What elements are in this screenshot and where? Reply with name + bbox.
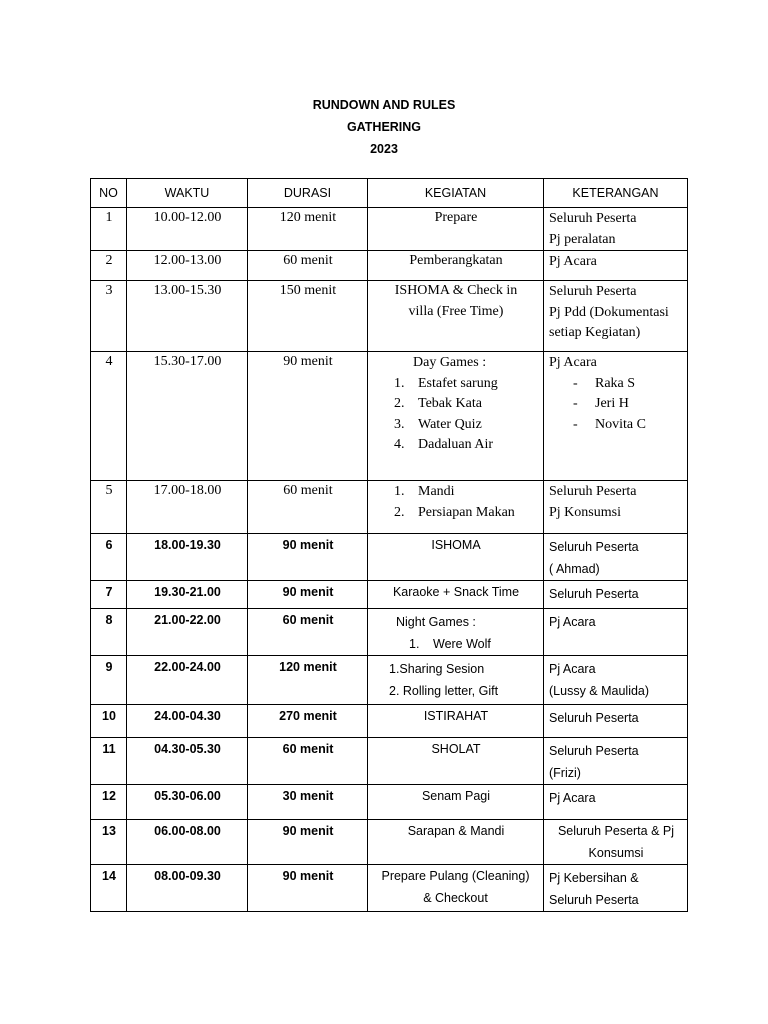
table-row — [91, 705, 688, 738]
table-row — [91, 208, 688, 251]
cell-kegiatan: Prepare — [368, 208, 544, 251]
cell-durasi: 90 menit — [248, 352, 368, 481]
cell-no: 1 — [91, 208, 127, 251]
cell-keterangan: Pj Acara - Raka S - Jeri H - Novita C — [544, 352, 688, 481]
cell-kegiatan: Sarapan & Mandi — [368, 820, 544, 865]
table-header-row — [91, 179, 688, 208]
cell-keterangan: Pj Acara (Lussy & Maulida) — [544, 656, 688, 705]
cell-kegiatan: SHOLAT — [368, 738, 544, 785]
cell-keterangan: Seluruh Peserta & Pj Konsumsi — [544, 820, 688, 865]
cell-durasi: 60 menit — [248, 609, 368, 656]
cell-waktu: 17.00-18.00 — [127, 481, 248, 534]
cell-keterangan: Seluruh Peserta (Frizi) — [544, 738, 688, 785]
cell-no: 11 — [91, 738, 127, 785]
title-line-2: GATHERING — [346, 120, 422, 134]
cell-no: 4 — [91, 352, 127, 481]
pj-acara-list — [549, 374, 683, 436]
cell-kegiatan: 1.Sharing Sesion 2. Rolling letter, Gift — [368, 656, 544, 705]
cell-waktu: 05.30-06.00 — [127, 785, 248, 820]
table-row — [91, 820, 688, 865]
cell-keterangan: Seluruh Peserta Pj peralatan — [544, 208, 688, 251]
cell-waktu: 13.00-15.30 — [127, 281, 248, 352]
cell-durasi: 90 menit — [248, 865, 368, 912]
table-row — [91, 609, 688, 656]
cell-no: 8 — [91, 609, 127, 656]
cell-durasi: 90 menit — [248, 534, 368, 581]
cell-waktu: 15.30-17.00 — [127, 352, 248, 481]
cell-keterangan: Seluruh Peserta Pj Konsumsi — [544, 481, 688, 534]
title-line-3: 2023 — [370, 142, 398, 156]
cell-waktu: 12.00-13.00 — [127, 251, 248, 281]
cell-kegiatan: ISHOMA — [368, 534, 544, 581]
night-games-list — [373, 633, 539, 655]
cell-waktu: 10.00-12.00 — [127, 208, 248, 251]
list-item: 4. Dadaluan Air — [394, 437, 494, 452]
cell-durasi: 90 menit — [248, 581, 368, 609]
title-line-1: RUNDOWN AND RULES — [312, 98, 456, 112]
list-item: 1. Estafet sarung — [394, 375, 498, 391]
cell-kegiatan — [368, 609, 544, 656]
cell-durasi: 60 menit — [248, 738, 368, 785]
cell-durasi: 90 menit — [248, 820, 368, 865]
cell-waktu: 08.00-09.30 — [127, 865, 248, 912]
cell-waktu: 21.00-22.00 — [127, 609, 248, 656]
cell-durasi: 30 menit — [248, 785, 368, 820]
cell-keterangan: Seluruh Peserta — [544, 705, 688, 738]
cell-no: 7 — [91, 581, 127, 609]
cell-durasi: 120 menit — [248, 656, 368, 705]
header-durasi: DURASI — [248, 179, 368, 208]
list-item: - Raka S — [573, 375, 636, 391]
header-no: NO — [91, 179, 127, 208]
cell-keterangan: Pj Kebersihan & Seluruh Peserta — [544, 865, 688, 912]
rundown-table — [90, 178, 688, 912]
table-row — [91, 738, 688, 785]
cell-kegiatan: Karaoke + Snack Time — [368, 581, 544, 609]
document-title — [0, 94, 768, 160]
cell-no: 12 — [91, 785, 127, 820]
cell-waktu: 24.00-04.30 — [127, 705, 248, 738]
table-row — [91, 281, 688, 352]
kegiatan-list — [373, 482, 539, 523]
header-kegiatan: KEGIATAN — [368, 179, 544, 208]
cell-waktu: 19.30-21.00 — [127, 581, 248, 609]
cell-durasi: 60 menit — [248, 481, 368, 534]
cell-no: 3 — [91, 281, 127, 352]
cell-keterangan: Pj Acara — [544, 251, 688, 281]
cell-kegiatan: ISHOMA & Check in villa (Free Time) — [368, 281, 544, 352]
cell-waktu: 18.00-19.30 — [127, 534, 248, 581]
cell-durasi: 270 menit — [248, 705, 368, 738]
list-item: 2. Persiapan Makan — [394, 504, 515, 520]
cell-waktu: 06.00-08.00 — [127, 820, 248, 865]
header-waktu: WAKTU — [127, 179, 248, 208]
cell-no: 5 — [91, 481, 127, 534]
cell-no: 10 — [91, 705, 127, 738]
list-item: - Novita C — [573, 416, 646, 432]
cell-kegiatan: Pemberangkatan — [368, 251, 544, 281]
table-row — [91, 251, 688, 281]
cell-durasi: 150 menit — [248, 281, 368, 352]
cell-no: 14 — [91, 865, 127, 912]
list-item: 1. Mandi — [394, 484, 455, 499]
cell-waktu: 04.30-05.30 — [127, 738, 248, 785]
table-row — [91, 785, 688, 820]
list-item: 2. Tebak Kata — [394, 396, 482, 411]
table-row — [91, 534, 688, 581]
list-item: - Jeri H — [573, 396, 629, 411]
list-item: 1. Were Wolf — [409, 637, 491, 651]
cell-keterangan: Seluruh Peserta — [544, 581, 688, 609]
table-row — [91, 865, 688, 912]
cell-kegiatan: Senam Pagi — [368, 785, 544, 820]
cell-no: 9 — [91, 656, 127, 705]
cell-keterangan: Pj Acara — [544, 609, 688, 656]
table-row — [91, 352, 688, 481]
cell-keterangan: Pj Acara — [544, 785, 688, 820]
cell-no: 6 — [91, 534, 127, 581]
list-item: 3. Water Quiz — [394, 416, 482, 432]
cell-kegiatan — [368, 481, 544, 534]
table-row — [91, 481, 688, 534]
night-games-title: Night Games : — [396, 615, 476, 629]
table-row — [91, 656, 688, 705]
cell-no: 13 — [91, 820, 127, 865]
header-keterangan: KETERANGAN — [544, 179, 688, 208]
cell-durasi: 120 menit — [248, 208, 368, 251]
cell-no: 2 — [91, 251, 127, 281]
day-games-title: Day Games : — [413, 355, 487, 370]
cell-durasi: 60 menit — [248, 251, 368, 281]
cell-keterangan: Seluruh Peserta Pj Pdd (Dokumentasi setiap Kegiatan) — [544, 281, 688, 352]
day-games-list — [373, 374, 539, 456]
table-row — [91, 581, 688, 609]
cell-keterangan: Seluruh Peserta ( Ahmad) — [544, 534, 688, 581]
cell-kegiatan — [368, 352, 544, 481]
cell-kegiatan: Prepare Pulang (Cleaning) & Checkout — [368, 865, 544, 912]
cell-waktu: 22.00-24.00 — [127, 656, 248, 705]
cell-kegiatan: ISTIRAHAT — [368, 705, 544, 738]
